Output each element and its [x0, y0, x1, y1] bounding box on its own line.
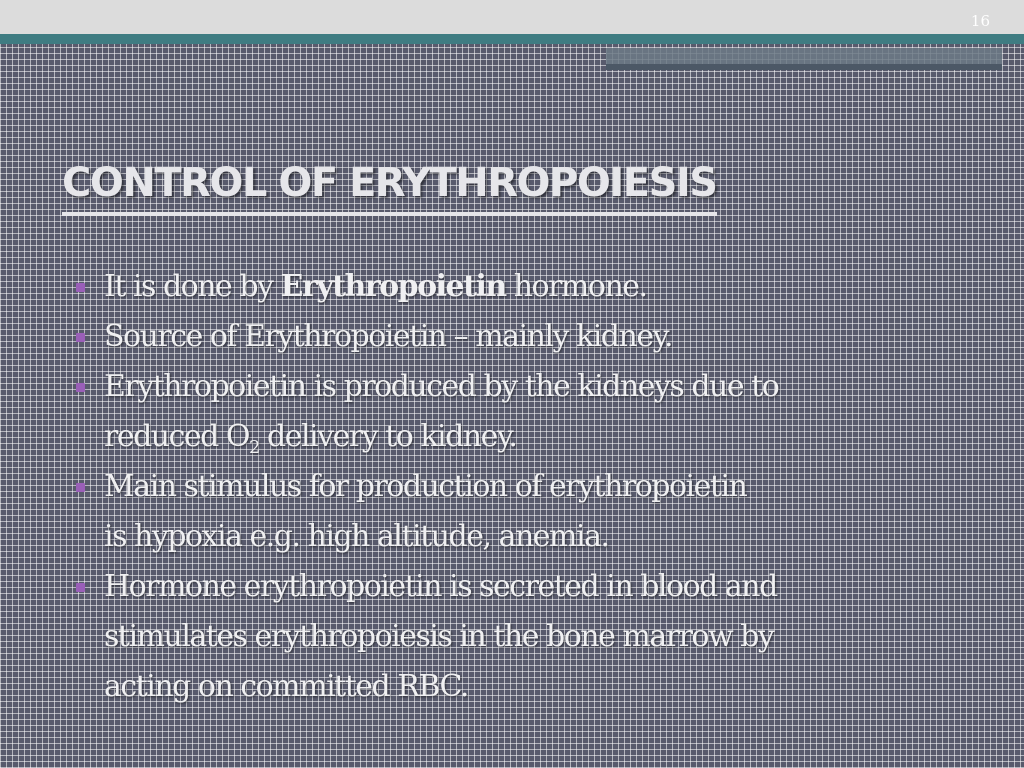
bullet-icon	[76, 483, 85, 492]
subscript: 2	[249, 437, 259, 458]
bullet-icon	[76, 283, 85, 292]
bullet-text: Source of Erythropoietin – mainly kidney.	[104, 319, 673, 354]
accent-subbar-shadow	[606, 64, 1002, 70]
top-bar	[0, 0, 1024, 34]
bullet-bold-text: Erythropoietin	[280, 269, 506, 304]
bullet-item	[74, 262, 974, 312]
bullet-text: reduced O	[104, 419, 250, 454]
bullet-icon	[76, 583, 85, 592]
bullet-icon	[76, 333, 85, 342]
bullet-item	[74, 462, 974, 562]
bullet-text: hormone.	[505, 269, 647, 304]
slide-title: CONTROL OF ERYTHROPOIESIS	[62, 160, 717, 216]
bullet-text: Main stimulus for production of erythropoietin	[104, 469, 747, 504]
bullet-list	[74, 262, 974, 712]
bullet-text: delivery to kidney.	[258, 419, 517, 454]
slide-number: 16	[970, 12, 990, 30]
bullet-text: Hormone erythropoietin is secreted in blood and	[104, 569, 777, 604]
bullet-item	[74, 562, 974, 712]
bullet-text: acting on committed RBC.	[104, 669, 468, 704]
bullet-item	[74, 362, 974, 462]
bullet-text: Erythropoietin is produced by the kidneys due to	[104, 369, 779, 404]
bullet-text: is hypoxia e.g. high altitude, anemia.	[104, 519, 609, 554]
bullet-item	[74, 312, 974, 362]
bullet-text: stimulates erythropoiesis in the bone marrow by	[104, 619, 774, 654]
accent-bar	[0, 34, 1024, 44]
accent-subbar	[606, 48, 1002, 64]
bullet-text: It is done by	[104, 269, 281, 304]
bullet-icon	[76, 383, 85, 392]
